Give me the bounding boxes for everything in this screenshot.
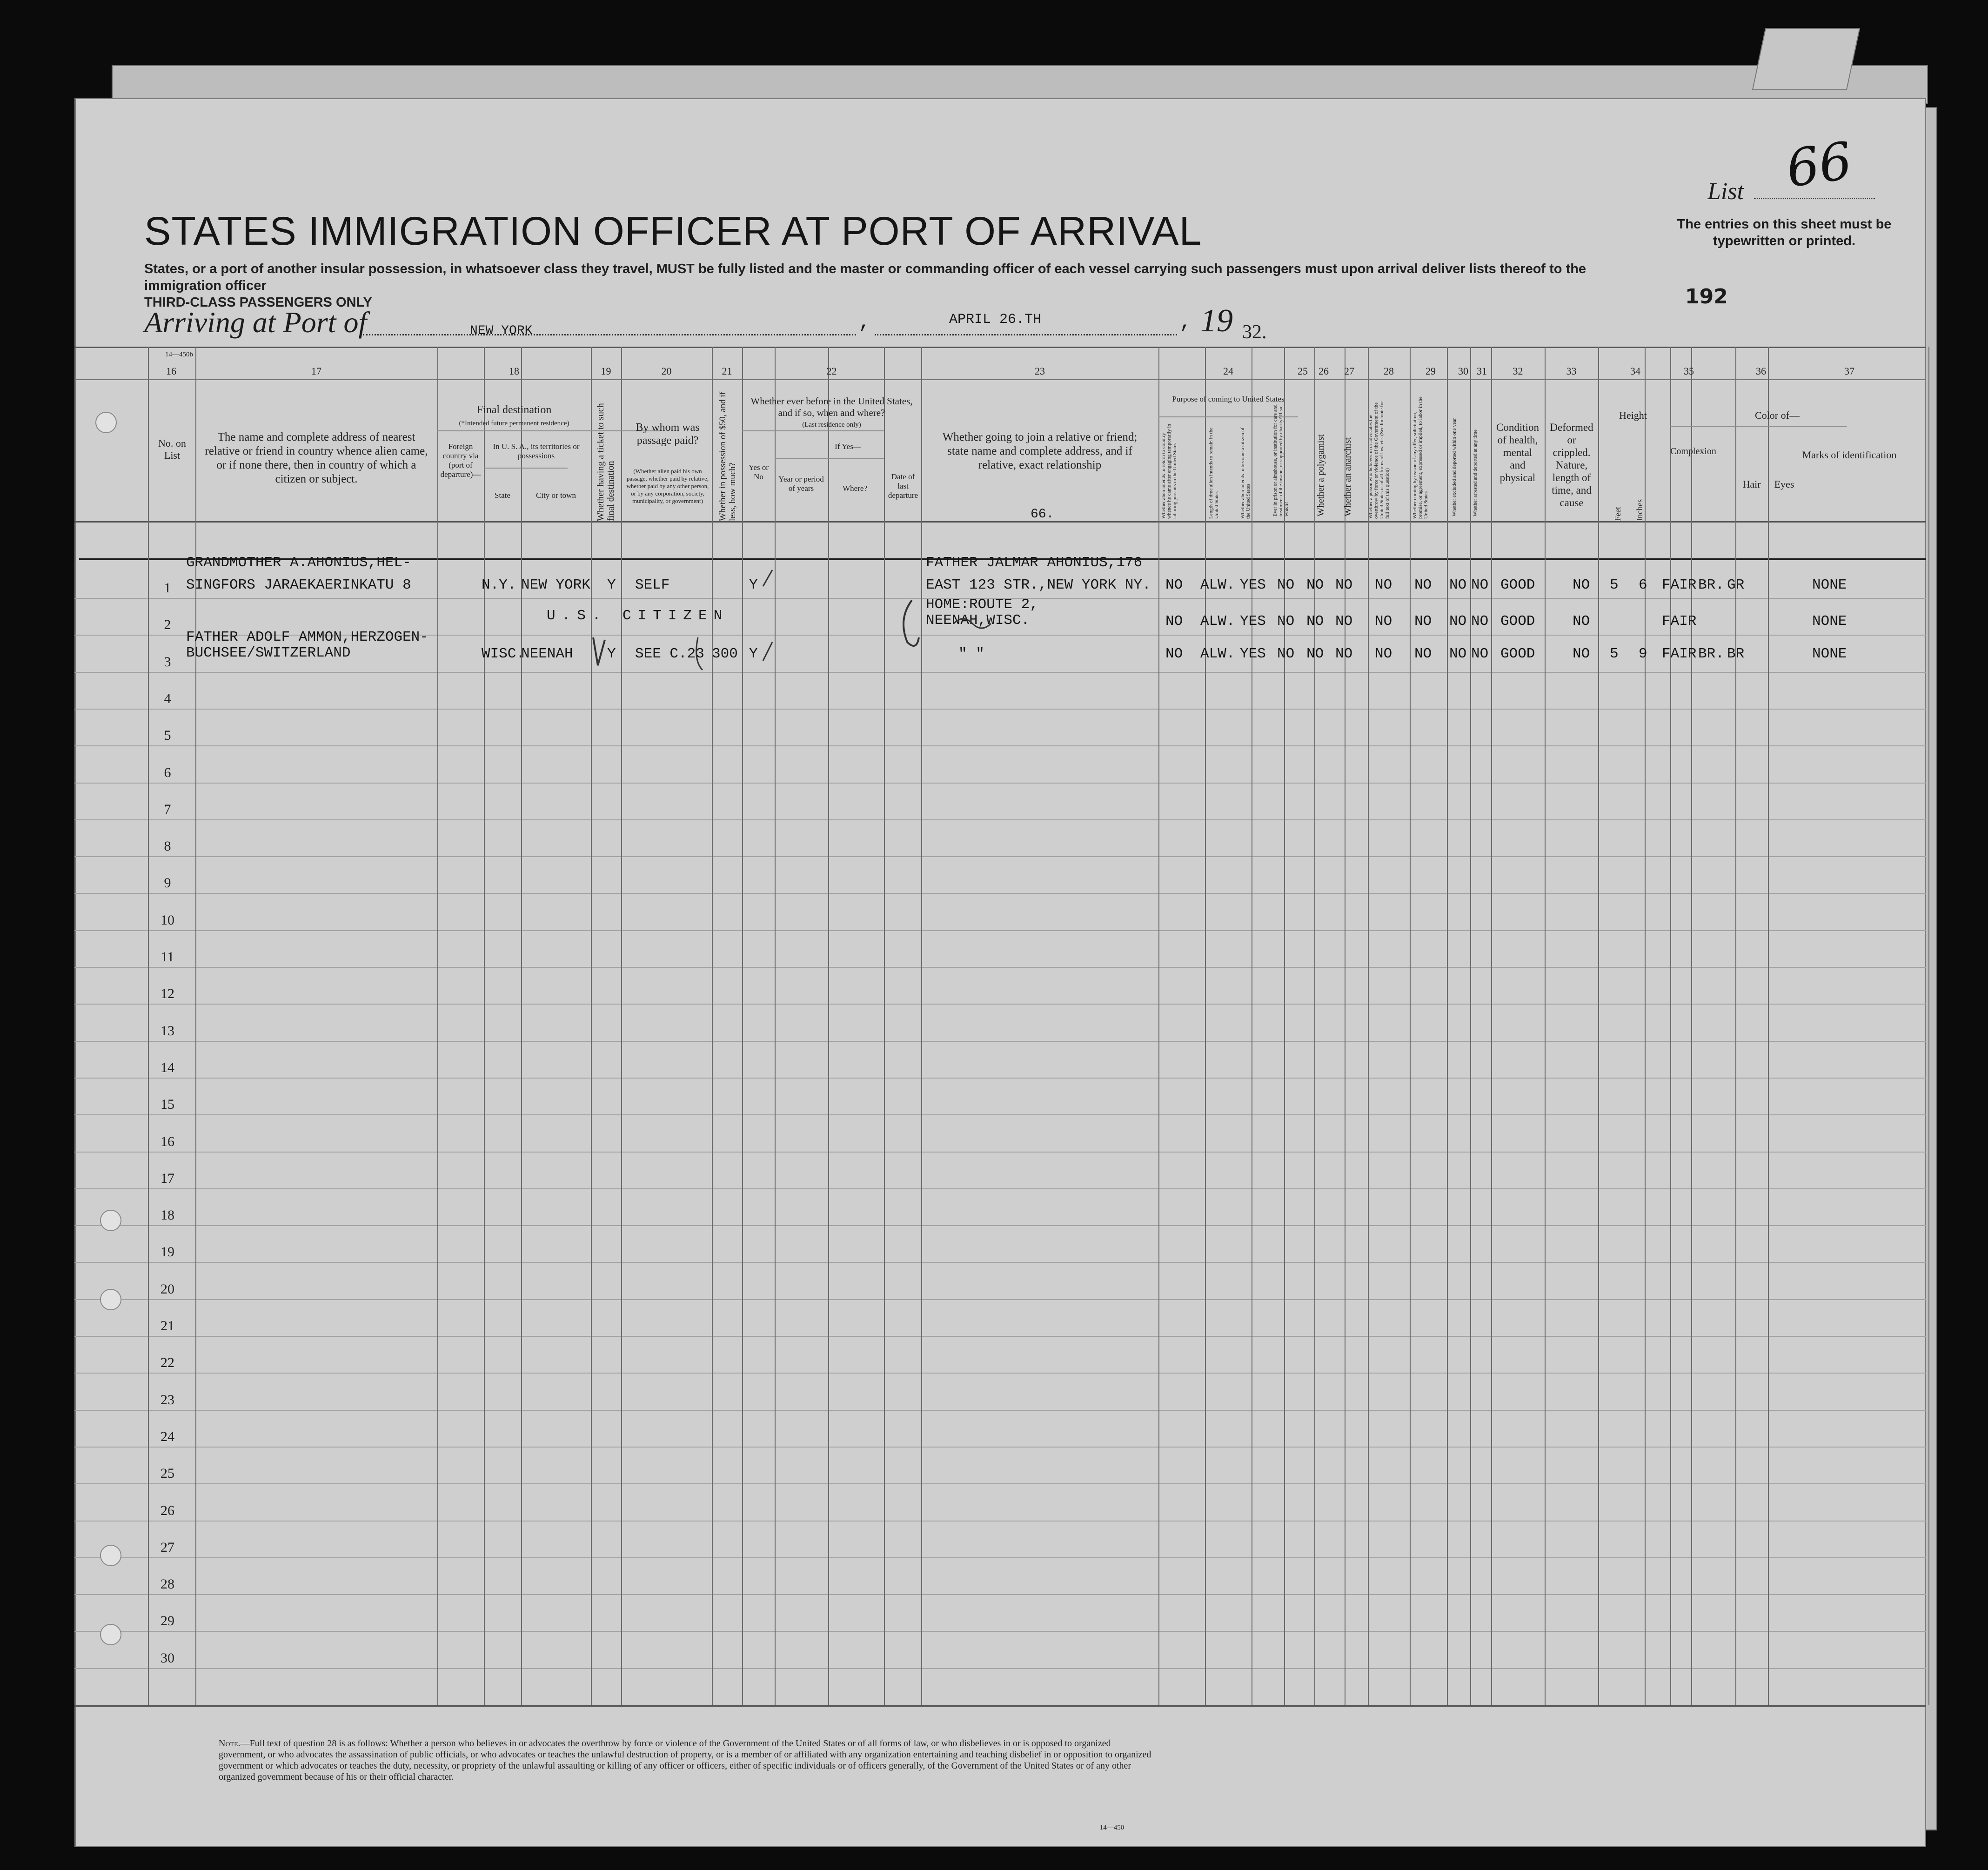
row2-c28: NO [1375, 613, 1392, 630]
row-number: 3 [164, 654, 171, 670]
row-number: 15 [161, 1097, 174, 1113]
col16-text: No. on List [158, 437, 186, 461]
row3-health: GOOD [1500, 646, 1535, 662]
col26-num: 26 [1319, 365, 1329, 377]
row2-us-citizen: U.S. CITIZEN [547, 608, 729, 624]
row2-purpose-c: YES [1240, 613, 1266, 630]
row2-purpose-b: ALW. [1200, 613, 1235, 630]
col25-num: 25 [1298, 365, 1308, 377]
row-number: 9 [164, 875, 171, 891]
row-number: 10 [161, 912, 174, 928]
form-code-top: 14—450b [165, 351, 193, 358]
col37-text: Marks of identification [1802, 449, 1897, 461]
col18-usa: In U. S. A., its territories or possessions [493, 442, 580, 460]
port-comma: , [858, 311, 871, 334]
row3-c31: NO [1471, 646, 1489, 662]
row-number: 1 [164, 580, 171, 596]
row3-c25: NO [1277, 646, 1295, 662]
col18-foreign: Foreign country via (port of departure)— [440, 442, 481, 479]
passenger-class: THIRD-CLASS PASSENGERS ONLY [144, 295, 372, 310]
footer-note [219, 1738, 1158, 1783]
row2-purpose-a: NO [1165, 613, 1183, 630]
row1-money: Y [749, 577, 758, 593]
col18-sub: (*Intended future permanent residence) [459, 420, 569, 427]
row2-complexion: FAIR [1662, 613, 1697, 630]
row-number: 29 [161, 1613, 174, 1629]
col18-title: Final destination [476, 404, 552, 416]
row1-purpose-c: YES [1240, 577, 1266, 593]
row3-c29: NO [1414, 646, 1432, 662]
row2-join-line2: NEENAH,WISC. [926, 612, 1030, 629]
row-number: 7 [164, 801, 171, 817]
col34-title: Height [1619, 409, 1647, 421]
row1-join-line2: EAST 123 STR.,NEW YORK NY. [926, 577, 1151, 593]
row1-state: N.Y. [482, 577, 516, 593]
row1-ticket: Y [607, 577, 616, 593]
col34-feet: Feet [1613, 507, 1622, 521]
col23-text: Whether going to join a relative or friend; state name and complete address, and if relative, exact relationship [942, 431, 1138, 471]
col32-num: 32 [1513, 365, 1523, 377]
row3-c26: NO [1306, 646, 1324, 662]
row2-deformed: NO [1573, 613, 1590, 630]
col37-num: 37 [1844, 365, 1854, 377]
row1-inches: 6 [1639, 577, 1647, 593]
row-number: 18 [161, 1207, 174, 1223]
col20-sub: (Whether alien paid his own passage, whether paid by relative, whether paid by any other person, or by any corporation, society, municipality, or government) [626, 468, 709, 504]
row-number: 2 [164, 617, 171, 633]
col30-num: 30 [1458, 365, 1468, 377]
row-number: 21 [161, 1318, 174, 1334]
row3-relative-line2: BUCHSEE/SWITZERLAND [186, 645, 351, 661]
year-suffix: 32. [1242, 322, 1267, 343]
col22-where: Where? [843, 484, 867, 493]
col19-num: 19 [601, 365, 611, 377]
row-number: 30 [161, 1650, 174, 1666]
row3-c30: NO [1449, 646, 1467, 662]
row3-complexion: FAIR [1662, 646, 1697, 662]
row-number: 4 [164, 690, 171, 706]
col22-yesno: Yes or No [748, 463, 769, 481]
col33-text: Deformed or crippled. Nature, length of time, and cause [1550, 422, 1593, 509]
row3-marks: NONE [1812, 646, 1847, 662]
col25-text: Ever in prison or almshouse, or institution for care and treatment of the insane, or supported by charity? If so, which? [1272, 404, 1289, 516]
col22-title: Whether ever before in the United States, and if so, when and where? [750, 395, 913, 418]
row3-hair: BR. [1698, 646, 1724, 662]
row-number: 12 [161, 986, 174, 1002]
col24-b: Length of time alien intends to remain in the United States [1208, 427, 1219, 519]
list-label: List [1707, 178, 1744, 205]
row-number: 5 [164, 728, 171, 744]
list-number: 66 [1782, 130, 1856, 199]
row3-purpose-a: NO [1165, 646, 1183, 662]
row3-relative-line1: FATHER ADOLF AMMON,HERZOGEN- [186, 629, 428, 645]
arriving-label: Arriving at Port of [144, 306, 367, 339]
col35-text: Complexion [1670, 446, 1716, 456]
col17-text: The name and complete address of nearest relative or friend in country whence alien came, or if none there, then in country of which a citizen or subject. [205, 431, 428, 485]
col20-title: By whom was passage paid? [636, 422, 700, 447]
row-number: 16 [161, 1133, 174, 1149]
entries-note: The entries on this sheet must be typewritten or printed. [1677, 217, 1892, 248]
row-number: 22 [161, 1355, 174, 1371]
col29-num: 29 [1426, 365, 1436, 377]
row2-join-line1: HOME:ROUTE 2, [926, 597, 1038, 613]
row3-money-flag: Y [749, 646, 758, 662]
col24-num: 24 [1223, 365, 1233, 377]
row-number: 17 [161, 1170, 174, 1186]
row1-relative-line2: SINGFORS JARAEKAERINKATU 8 [186, 577, 411, 593]
row2-c27: NO [1335, 613, 1353, 630]
row1-c31: NO [1471, 577, 1489, 593]
stamp-number: 192 [1685, 285, 1728, 308]
arrival-date: APRIL 26.TH [949, 312, 1042, 328]
row3-inches: 9 [1639, 646, 1647, 662]
row-number: 26 [161, 1502, 174, 1518]
row1-marks: NONE [1812, 577, 1847, 593]
binder-hole [95, 412, 117, 433]
row1-city: NEW YORK [521, 577, 590, 593]
row-number: 13 [161, 1023, 174, 1039]
row2-c30: NO [1449, 613, 1467, 630]
row3-purpose-c: YES [1240, 646, 1266, 662]
row2-c26: NO [1306, 613, 1324, 630]
row2-c29: NO [1414, 613, 1432, 630]
col27-num: 27 [1344, 365, 1354, 377]
col28-num: 28 [1384, 365, 1394, 377]
row2-health: GOOD [1500, 613, 1535, 630]
instructions-line: States, or a port of another insular possession, in whatsoever class they travel, MUST be fully listed and the master or commanding officer of each vessel carrying such passengers must upon arrival deliver lists thereof to the immigration officer [144, 261, 1586, 293]
row-number: 8 [164, 838, 171, 854]
row1-purpose-b: ALW. [1200, 577, 1235, 593]
row-number: 28 [161, 1576, 174, 1592]
binder-hole [100, 1289, 121, 1310]
row-number: 6 [164, 764, 171, 780]
row3-eyes: BR [1727, 646, 1745, 662]
row-number: 27 [161, 1539, 174, 1555]
col36-hair: Hair [1742, 478, 1761, 490]
col16-num: 16 [166, 365, 176, 377]
row-number: 25 [161, 1466, 174, 1481]
note-label: Note. [219, 1738, 241, 1749]
row-number: 19 [161, 1244, 174, 1260]
col34-num: 34 [1630, 365, 1640, 377]
row3-deformed: NO [1573, 646, 1590, 662]
row2-c25: NO [1277, 613, 1295, 630]
col18-num: 18 [509, 365, 519, 377]
binder-hole [100, 1545, 121, 1566]
row3-purpose-b: ALW. [1200, 646, 1235, 662]
col34-inches: Inches [1635, 499, 1644, 521]
col22-ifyes: If Yes— [835, 442, 861, 451]
col18-state: State [495, 491, 510, 500]
row1-feet: 5 [1610, 577, 1619, 593]
row-number: 23 [161, 1392, 174, 1408]
row1-c30: NO [1449, 577, 1467, 593]
row1-c27: NO [1335, 577, 1353, 593]
row1-hair: BR. [1698, 577, 1724, 593]
col31-num: 31 [1477, 365, 1487, 377]
row-number: 14 [161, 1059, 174, 1075]
row1-c25: NO [1277, 577, 1295, 593]
col22-num: 22 [826, 365, 837, 377]
row-number: 24 [161, 1428, 174, 1444]
row3-ditto: " " [958, 646, 984, 662]
row3-c28: NO [1375, 646, 1392, 662]
col22-sub: (Last residence only) [802, 421, 861, 429]
row2-c31: NO [1471, 613, 1489, 630]
note-text: —Full text of question 28 is as follows: Whether a person who believes in or advocates the overthrow by force or violence of the Government of the United States or of all forms of law, or who disbelieves in or is opposed to organized government, or who advocates the assassination of public officials, or who advocates or teaches the unlawful destruction of property, or is a member of or affiliated with any organization entertaining and teaching disbelief in or opposition to organized government or which advocates or teaches the duty, necessity, or propriety of the unlawful assaulting or killing of any officer or officers, either of specific individuals or of officers generally, of the Government of the United States or of any other organized government because of his or their official character. [219, 1738, 1151, 1782]
col23-num: 23 [1035, 365, 1045, 377]
col21-num: 21 [722, 365, 732, 377]
col27-text: Whether an anarchist [1343, 437, 1353, 516]
col24-a: Whether alien intends to return to country whence he came after engaging temporarily in laboring pursuits in the United States [1161, 423, 1178, 519]
row3-paid: SEE C.23 [635, 646, 704, 662]
row1-relative-line1: GRANDMOTHER A.AHONIUS,HEL- [186, 555, 411, 571]
col35-num: 35 [1684, 365, 1694, 377]
row1-health: GOOD [1500, 577, 1535, 593]
form-code-bottom: 14—450 [1099, 1824, 1125, 1831]
row1-c28: NO [1375, 577, 1392, 593]
row3-feet: 5 [1610, 646, 1619, 662]
col33-num: 33 [1566, 365, 1577, 377]
row1-deformed: NO [1573, 577, 1590, 593]
binder-hole [100, 1210, 121, 1231]
col19-text: Whether having a ticket to such final destination [596, 403, 616, 521]
row-number: 11 [161, 949, 174, 965]
col22-date: Date of last departure [888, 472, 918, 500]
row3-city: NEENAH [521, 646, 573, 662]
col22-years: Year or period of years [778, 475, 824, 493]
col36-eyes: Eyes [1774, 478, 1794, 490]
row1-c29: NO [1414, 577, 1432, 593]
col32-text: Condition of health, mental and physical [1496, 422, 1539, 483]
col17-num: 17 [311, 365, 321, 377]
col26-text: Whether a polygamist [1316, 434, 1326, 516]
col36-title: Color of— [1755, 409, 1800, 421]
row3-ticket: Y [607, 646, 616, 662]
col24-c: Whether alien intends to become a citizen of the United States [1240, 427, 1251, 519]
row3-money: 300 [712, 646, 738, 662]
port-value: NEW YORK [470, 324, 533, 338]
row3-state: WISC. [482, 646, 525, 662]
col36-num: 36 [1756, 365, 1766, 377]
col31-text: Whether arrested and deported at any time [1473, 429, 1478, 516]
col30-text: Whether excluded and deported within one year [1452, 418, 1457, 516]
date-comma: , [1179, 311, 1192, 334]
row1-c26: NO [1306, 577, 1324, 593]
col21-text: Whether in possession of $50, and if less, how much? [718, 391, 737, 521]
binder-hole [100, 1624, 121, 1645]
row-number: 20 [161, 1281, 174, 1297]
col28-text: Whether a person who believes in or advocates the overthrow by force or violence of the Government of the United States or of all forms of law, etc. (See footnote for full text of this question) [1368, 401, 1390, 519]
col20-num: 20 [661, 365, 672, 377]
row2-marks: NONE [1812, 613, 1847, 630]
row1-complexion: FAIR [1662, 577, 1697, 593]
row3-c27: NO [1335, 646, 1353, 662]
row1-join-line1: FATHER JALMAR AHONIUS,176 [926, 555, 1143, 571]
row1-purpose-a: NO [1165, 577, 1183, 593]
col24-title: Purpose of coming to United States [1172, 395, 1285, 403]
col29-text: Whether coming by reason of any offer, solicitation, promise, or agreement, expressed or implied, to labor in the United States [1412, 396, 1429, 519]
col18-city: City or town [536, 491, 576, 500]
row1-paid: SELF [635, 577, 670, 593]
row1-eyes: GR [1727, 577, 1745, 593]
year-prefix: 19 [1200, 303, 1233, 339]
page-title: STATES IMMIGRATION OFFICER AT PORT OF ARRIVAL [144, 209, 1202, 254]
col23-extra: 66. [1031, 507, 1054, 522]
